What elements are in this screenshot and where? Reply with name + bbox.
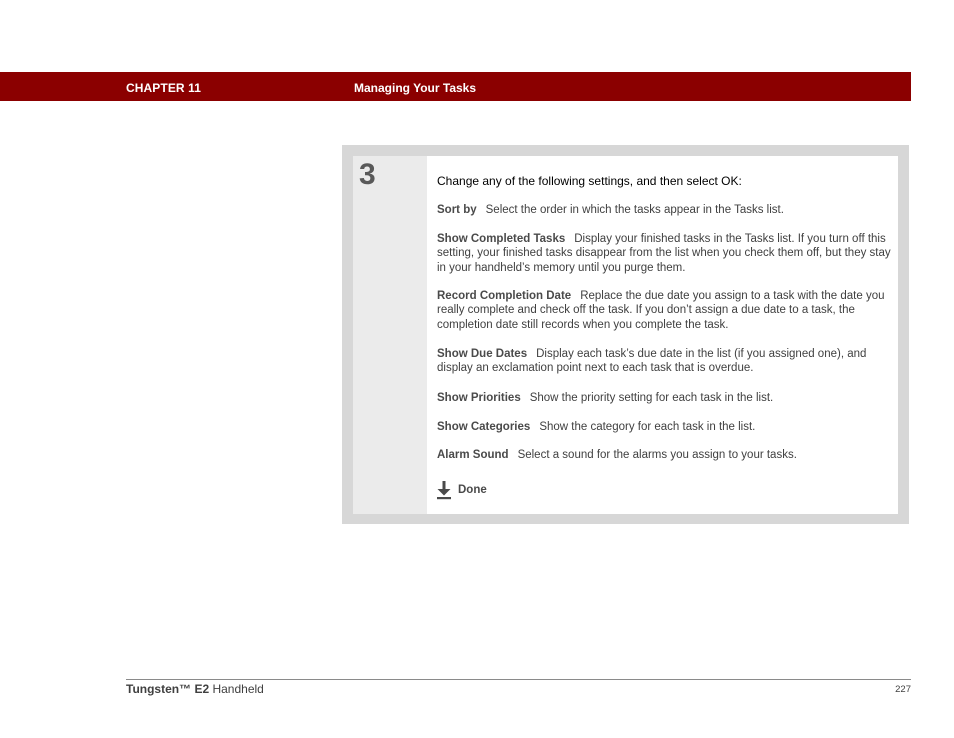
down-arrow-icon <box>436 480 452 500</box>
setting-description: Select a sound for the alarms you assign to your tasks. <box>517 449 797 461</box>
setting-description: Replace the due date you assign to a task with the date you really complete and check off the task. If you don’t assign a due date to a task, the completion date still records when you complete the task. <box>437 290 885 331</box>
setting-term: Show Categories <box>437 421 531 433</box>
step-number: 3 <box>359 158 376 191</box>
step-intro: Change any of the following settings, and then select OK: <box>437 174 742 188</box>
setting-record-completion-date <box>437 289 892 332</box>
setting-show-categories <box>437 420 892 434</box>
setting-description: Show the priority setting for each task in the list. <box>529 392 774 404</box>
setting-description: Show the category for each task in the list. <box>539 421 756 433</box>
done-label: Done <box>458 484 487 496</box>
setting-sort-by <box>437 203 892 217</box>
setting-term: Alarm Sound <box>437 449 509 461</box>
setting-show-due-dates <box>437 347 892 376</box>
setting-term: Record Completion Date <box>437 290 572 302</box>
setting-description: Display each task’s due date in the list (if you assigned one), and display an exclamation point next to each task that is overdue. <box>437 348 867 375</box>
setting-show-priorities <box>437 391 892 405</box>
footer-rule <box>126 679 911 680</box>
setting-term: Show Priorities <box>437 392 521 404</box>
setting-alarm-sound <box>437 448 892 462</box>
done-marker <box>436 480 487 500</box>
product-name-rest: Handheld <box>209 682 264 696</box>
product-name-bold: Tungsten™ E2 <box>126 682 210 696</box>
setting-description: Display your finished tasks in the Tasks list. If you turn off this setting, your finished tasks disappear from the list when you check them off, but they stay in your handheld’s memory until you purge them. <box>437 233 891 274</box>
setting-term: Show Due Dates <box>437 348 528 360</box>
page-number: 227 <box>895 684 911 695</box>
chapter-label: CHAPTER 11 <box>126 81 202 95</box>
footer-product-name <box>126 682 264 696</box>
setting-description: Select the order in which the tasks appear in the Tasks list. <box>485 204 784 216</box>
setting-show-completed-tasks <box>437 232 892 275</box>
step-number-column <box>353 156 427 514</box>
chapter-title: Managing Your Tasks <box>354 81 477 95</box>
setting-term: Show Completed Tasks <box>437 233 566 245</box>
setting-term: Sort by <box>437 204 477 216</box>
